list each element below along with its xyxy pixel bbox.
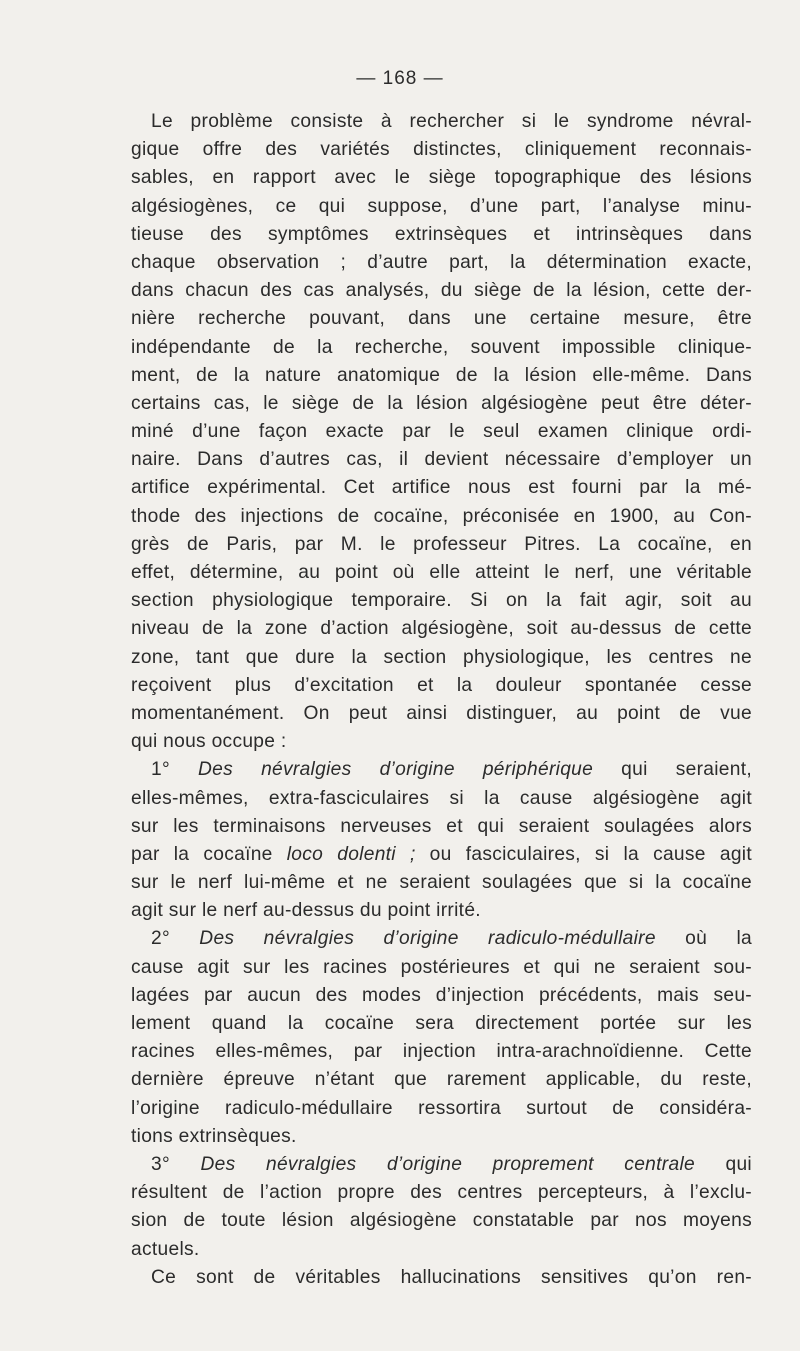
text-line: nière recherche pouvant, dans une certaine mesure, être: [131, 308, 752, 330]
text-line: miné d’une façon exacte par le seul examen clinique ordi-: [131, 421, 752, 443]
text-line: dans chacun des cas analysés, du siège de la lésion, cette der-: [131, 280, 752, 302]
text-segment: qui: [694, 1153, 752, 1175]
text-line: momentanément. On peut ainsi distinguer, au point de vue: [131, 702, 752, 724]
text-segment: par la cocaïne: [131, 843, 287, 865]
text-line: certains cas, le siège de la lésion algésiogène peut être déter-: [131, 392, 752, 414]
text-line: chaque observation ; d’autre part, la détermination exacte,: [131, 251, 752, 273]
text-line: algésiogènes, ce qui suppose, d’une part, l’analyse minu-: [131, 195, 752, 217]
text-segment: 3°: [151, 1153, 201, 1175]
text-line: artifice expérimental. Cet artifice nous est fourni par la mé-: [131, 477, 752, 499]
italic-heading: Des névralgies d’origine radiculo-médullaire: [199, 928, 656, 950]
text-line: zone, tant que dure la section physiologique, les centres ne: [131, 646, 752, 668]
text-line: ment, de la nature anatomique de la lésion elle-même. Dans: [131, 364, 752, 386]
text-line: racines elles-mêmes, par injection intra-arachnoïdienne. Cette: [131, 1041, 752, 1063]
text-line: naire. Dans d’autres cas, il devient nécessaire d’employer un: [131, 449, 752, 471]
text-line: sables, en rapport avec le siège topographique des lésions: [131, 167, 752, 189]
text-segment: où la: [655, 928, 752, 950]
text-line: [131, 841, 752, 869]
text-line: résultent de l’action propre des centres percepteurs, à l’exclu-: [131, 1182, 752, 1204]
text-line: cause agit sur les racines postérieures et qui ne seraient sou-: [131, 956, 752, 978]
text-line: Le problème consiste à rechercher si le syndrome névral-: [151, 111, 752, 132]
text-line: lagées par aucun des modes d’injection précédents, mais seu-: [131, 984, 752, 1006]
text-line: effet, détermine, au point où elle atteint le nerf, une véritable: [131, 562, 752, 583]
text-segment: ou fasciculaires, si la cause agit: [415, 843, 752, 865]
text-line: qui nous occupe :: [131, 731, 287, 753]
text-line: tions extrinsèques.: [131, 1125, 297, 1147]
italic-heading: Des névralgies d’origine proprement centrale: [200, 1153, 695, 1175]
text-line: sur les terminaisons nerveuses et qui seraient soulagées alors: [131, 815, 752, 837]
text-line: elles-mêmes, extra-fasciculaires si la cause algésiogène agit: [131, 787, 752, 809]
text-line: grès de Paris, par M. le professeur Pitres. La cocaïne, en: [131, 533, 752, 555]
text-line: Ce sont de véritables hallucinations sensitives qu’on ren-: [151, 1266, 752, 1288]
text-line: actuels.: [131, 1238, 200, 1260]
italic-heading: Des névralgies d’origine périphérique: [198, 759, 594, 781]
italic-heading: loco dolenti ;: [286, 843, 416, 865]
text-line: lement quand la cocaïne sera directement portée sur les: [131, 1013, 752, 1034]
text-line: l’origine radiculo-médullaire ressortira surtout de considéra-: [131, 1097, 752, 1119]
text-segment: 2°: [151, 928, 200, 950]
text-segment: 1°: [151, 759, 198, 781]
text-line: agit sur le nerf au-dessus du point irrité.: [131, 900, 481, 922]
text-line: [131, 1151, 752, 1179]
text-line: [131, 756, 752, 784]
text-line: niveau de la zone d’action algésiogène, soit au-dessus de cette: [131, 618, 752, 640]
text-line: tieuse des symptômes extrinsèques et intrinsèques dans: [131, 223, 752, 245]
text-line: indépendante de la recherche, souvent impossible clinique-: [131, 336, 752, 358]
page-number: — 168 —: [356, 68, 444, 89]
text-line: [131, 925, 752, 953]
text-segment: qui seraient,: [593, 759, 753, 781]
text-line: reçoivent plus d’excitation et la douleur spontanée cesse: [131, 674, 752, 696]
text-line: sur le nerf lui-même et ne seraient soulagées que si la cocaïne: [131, 872, 752, 894]
text-line: gique offre des variétés distinctes, cliniquement reconnais-: [131, 139, 752, 161]
text-line: section physiologique temporaire. Si on la fait agir, soit au: [131, 590, 752, 612]
text-line: dernière épreuve n’étant que rarement applicable, du reste,: [131, 1069, 752, 1091]
text-line: sion de toute lésion algésiogène constatable par nos moyens: [131, 1210, 752, 1232]
text-line: thode des injections de cocaïne, préconisée en 1900, au Con-: [131, 505, 752, 527]
body-text: [131, 108, 752, 1292]
